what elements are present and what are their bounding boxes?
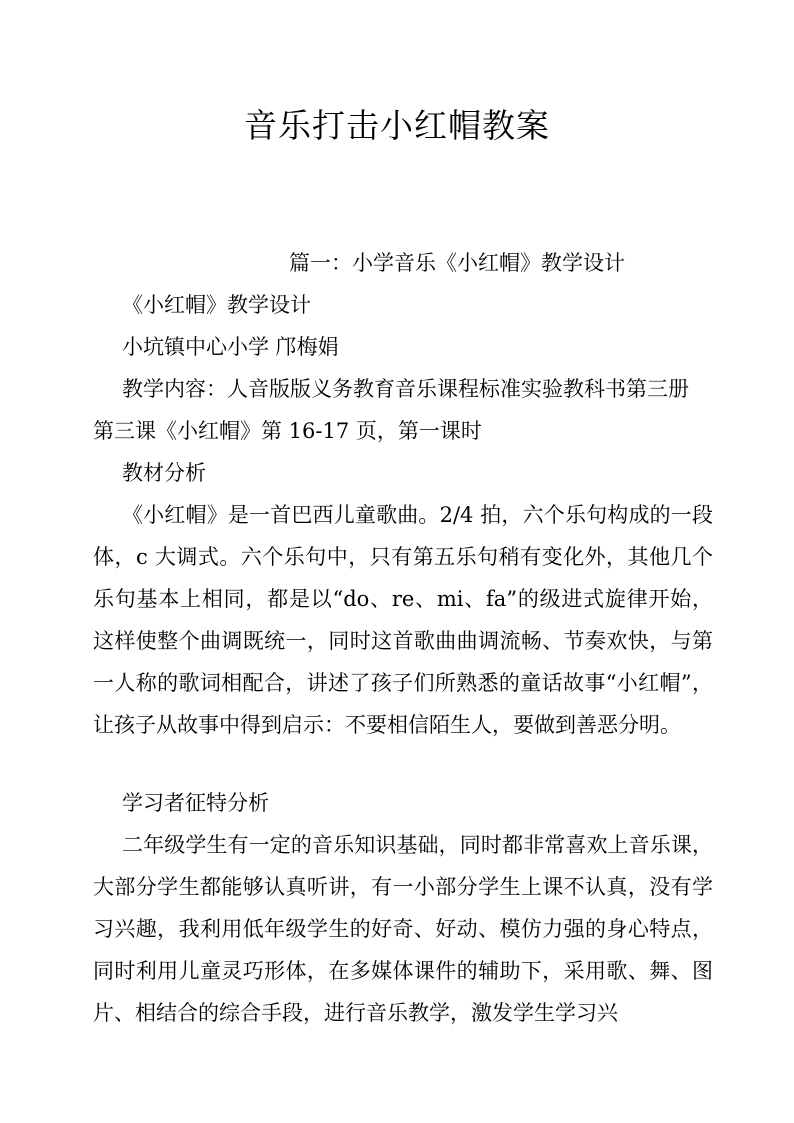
material-analysis-paragraph: 《小红帽》是一首巴西儿童歌曲。2/4 拍，六个乐句构成的一段体，c 大调式。六个乐句中，只有第五乐句稍有变化外，其他几个乐句基本上相同，都是以“do、re、mi、fa”的级进式旋律开始，这样使整个曲调既统一，同时这首歌曲曲调流畅、节奏欢快，与第一人称的歌词相配合，讲述了孩子们所熟悉的童话故事“小红帽”，让孩子从故事中得到启示：不要相信陌生人，要做到善恶分明。 xyxy=(93,503,713,737)
learner-analysis-heading: 学习者征特分析 xyxy=(122,791,269,815)
section-heading: 篇一：小学音乐《小红帽》教学设计 xyxy=(289,251,625,275)
author-line: 小坑镇中心小学 邝梅娟 xyxy=(122,335,339,359)
material-analysis-heading: 教材分析 xyxy=(122,461,206,485)
teaching-content-continuation: 第三课《小红帽》第 16-17 页，第一课时 xyxy=(93,419,482,443)
learner-analysis-paragraph: 二年级学生有一定的音乐知识基础，同时都非常喜欢上音乐课，大部分学生都能够认真听讲，有一小部分学生上课不认真，没有学习兴趣，我利用低年级学生的好奇、好动、模仿力强的身心特点，同时利用儿童灵巧形体，在多媒体课件的辅助下，采用歌、舞、图片、相结合的综合手段，进行音乐教学，激发学生学习兴 xyxy=(93,833,713,1025)
document-title: 音乐打击小红帽教案 xyxy=(244,106,550,145)
design-title: 《小红帽》教学设计 xyxy=(122,293,311,317)
teaching-content-line: 教学内容：人音版版义务教育音乐课程标准实验教科书第三册 xyxy=(122,377,689,401)
